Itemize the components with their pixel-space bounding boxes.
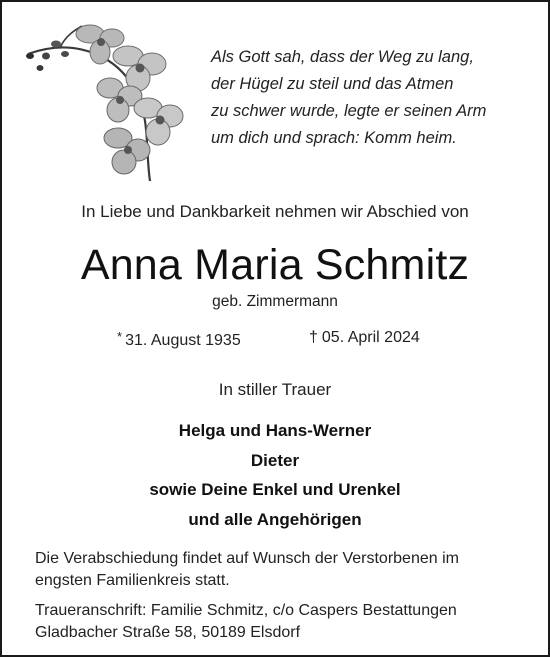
death-date-line — [309, 329, 420, 347]
address-line: Traueranschrift: Familie Schmitz, c/o Caspers Bestattungen — [35, 602, 457, 619]
note-line: Die Verabschiedung findet auf Wunsch der Verstorbenen im — [35, 550, 459, 567]
death-date: 05. April 2024 — [321, 329, 420, 346]
intro-text: In Liebe und Dankbarkeit nehmen wir Abschied von — [81, 202, 469, 221]
address-line: Gladbacher Straße 58, 50189 Elsdorf — [35, 624, 301, 641]
mourner-line: und alle Angehörigen — [188, 509, 362, 529]
birth-name: geb. Zimmermann — [212, 293, 338, 310]
mourner-line: sowie Deine Enkel und Urenkel — [149, 480, 401, 499]
birth-star-icon: * — [117, 329, 123, 344]
mourning-line: In stiller Trauer — [218, 380, 332, 399]
mourners-list — [2, 416, 548, 534]
poem-line: Als Gott sah, dass der Weg zu lang, — [211, 48, 474, 66]
poem-line: um dich und sprach: Komm heim. — [211, 129, 457, 147]
poem-line: der Hügel zu steil und das Atmen — [211, 75, 454, 93]
note-line: engsten Familienkreis statt. — [35, 572, 230, 589]
mourning-address — [35, 600, 535, 644]
deceased-name: Anna Maria Schmitz — [80, 241, 470, 289]
poem — [211, 44, 531, 152]
mourner-line: Dieter — [250, 450, 300, 470]
cross-icon: † — [309, 329, 318, 346]
poem-line: zu schwer wurde, legte er seinen Arm — [211, 102, 487, 120]
farewell-note — [35, 548, 535, 592]
mourner-line: Helga und Hans-Werner — [178, 421, 372, 440]
birth-date: 31. August 1935 — [125, 332, 241, 349]
orchid-branch-icon — [20, 16, 190, 184]
birth-date-line — [117, 329, 241, 350]
